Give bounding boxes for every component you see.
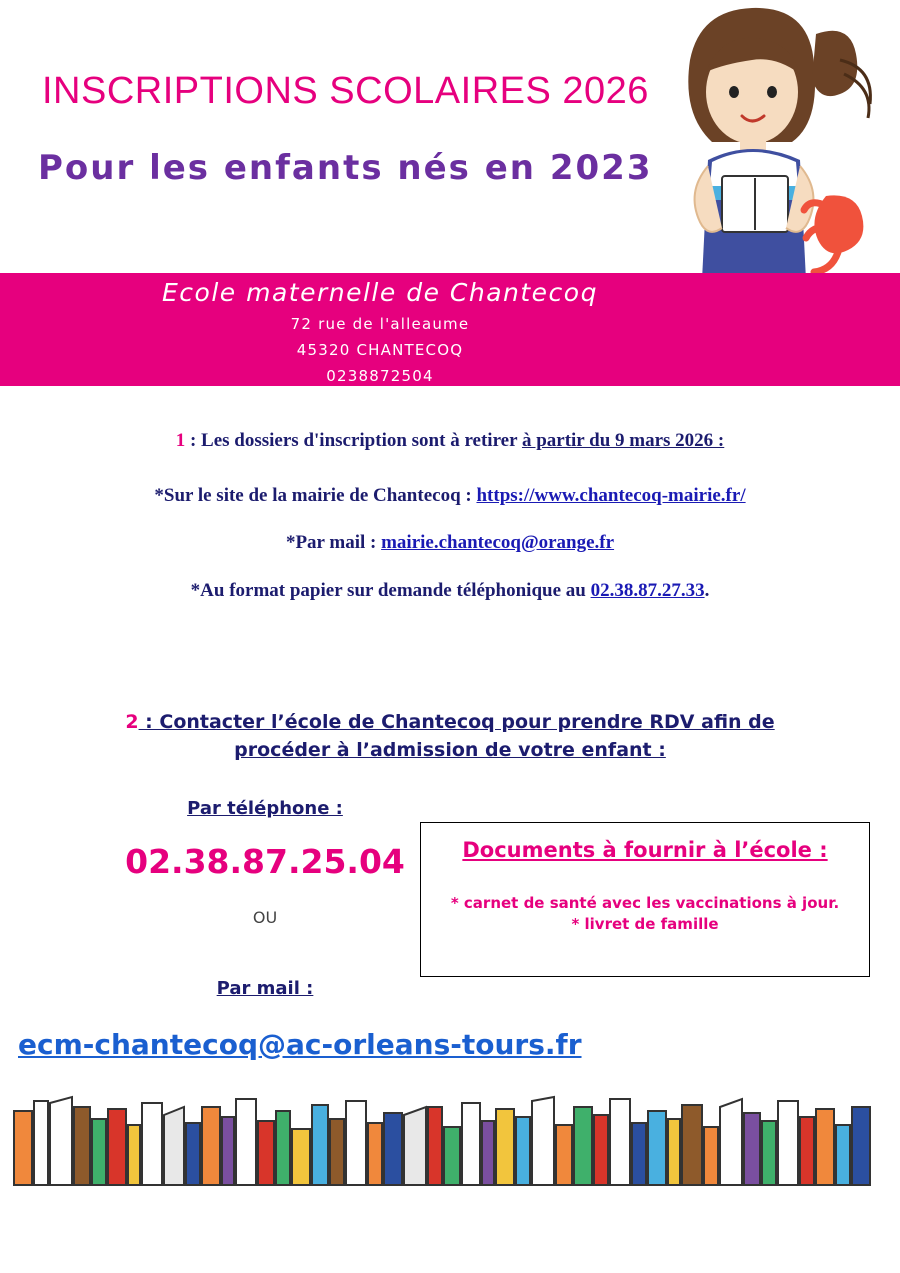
step1-line3 xyxy=(0,532,900,554)
step1-line1-text: : Les dossiers d'inscription sont à retirer xyxy=(185,430,522,451)
documents-box-items xyxy=(420,893,870,935)
mairie-website-link[interactable]: https://www.chantecoq-mairie.fr/ xyxy=(476,485,746,506)
step1-line2-text: *Sur le site de la mairie de Chantecoq : xyxy=(154,485,477,506)
step2-instruction xyxy=(100,708,800,764)
documents-box-title: Documents à fournir à l’école : xyxy=(462,838,828,862)
or-separator: OU xyxy=(252,908,278,927)
mairie-phone-link[interactable]: 02.38.87.27.33 xyxy=(590,580,705,601)
step1-line2 xyxy=(0,485,900,507)
step1-line1 xyxy=(0,430,900,452)
school-name: Ecole maternelle de Chantecoq xyxy=(162,278,598,307)
page-subtitle: Pour les enfants nés en 2023 xyxy=(38,148,653,188)
step1-line4-text: *Au format papier sur demande téléphonique au xyxy=(190,580,591,601)
step1-number: 1 xyxy=(175,430,186,451)
step1-line4-suffix: . xyxy=(704,580,710,601)
step1-line4 xyxy=(0,580,900,602)
row-of-books-icon xyxy=(0,1063,900,1193)
document-item: * carnet de santé avec les vaccinations à jour. xyxy=(450,894,840,912)
page-title: INSCRIPTIONS SCOLAIRES 2026 xyxy=(42,70,649,112)
school-phone-number: 02.38.87.25.04 xyxy=(125,842,405,881)
school-address-line2: 45320 CHANTECOQ xyxy=(296,341,464,359)
step1-retrieval-date: à partir du 9 mars 2026 : xyxy=(521,430,725,451)
document-item: * livret de famille xyxy=(571,915,719,933)
school-phone-band: 0238872504 xyxy=(326,367,434,385)
mairie-email-link[interactable]: mairie.chantecoq@orange.fr xyxy=(381,532,615,553)
school-address-line1: 72 rue de l'alleaume xyxy=(290,315,470,333)
step2-text: : Contacter l’école de Chantecoq pour prendre RDV afin de procéder à l’admission de votre enfant : xyxy=(138,711,775,761)
by-mail-label: Par mail : xyxy=(216,978,314,999)
by-phone-label: Par téléphone : xyxy=(187,798,343,819)
step1-line3-text: *Par mail : xyxy=(285,532,382,553)
step2-number: 2 xyxy=(125,711,139,733)
school-email-link[interactable]: ecm-chantecoq@ac-orleans-tours.fr xyxy=(18,1028,582,1061)
